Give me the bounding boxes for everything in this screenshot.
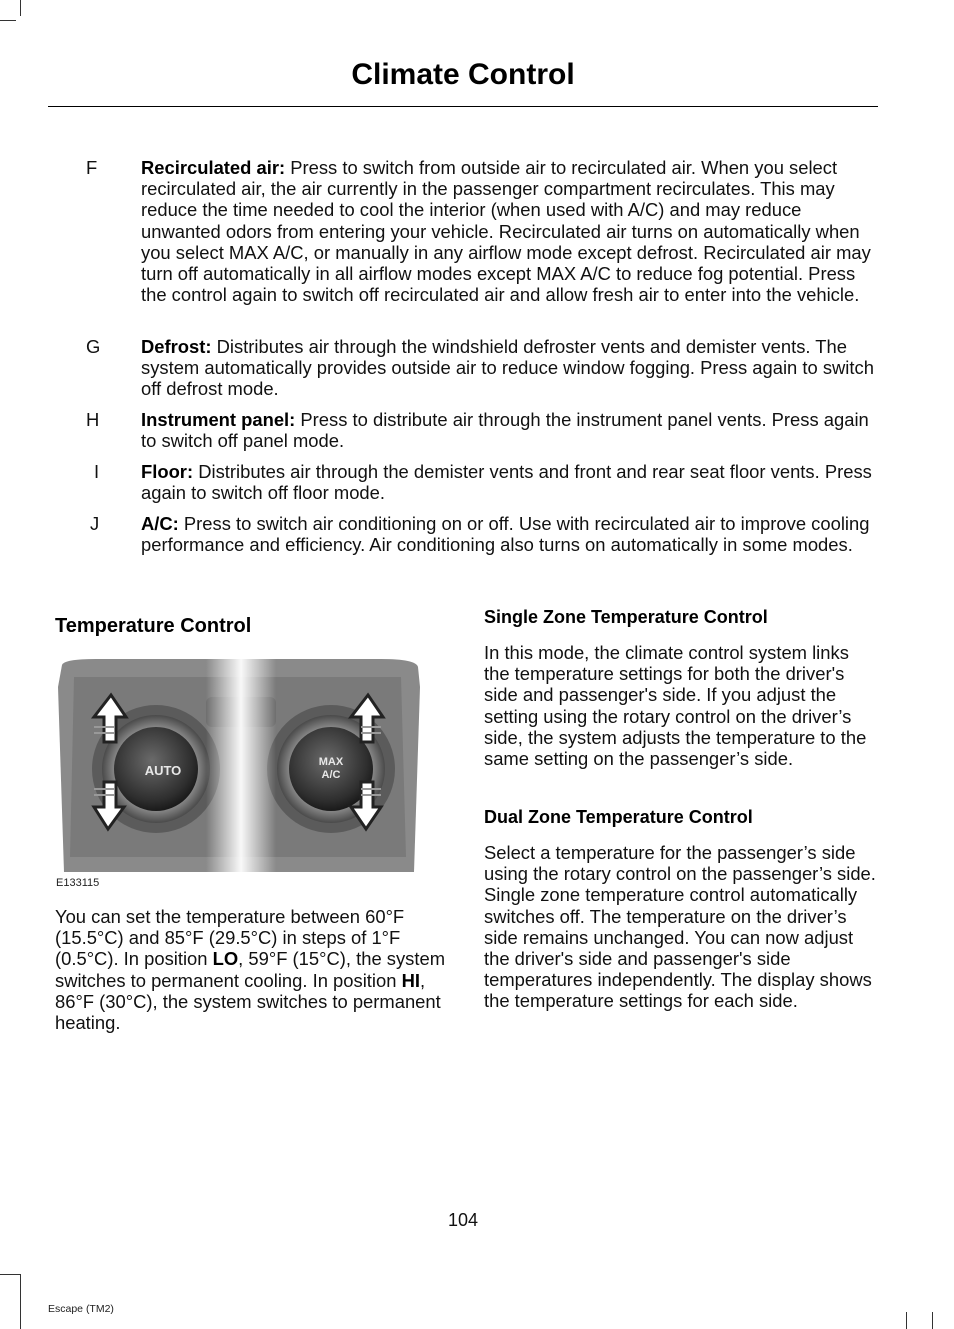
item-label: Defrost: [141, 336, 212, 357]
item-body: Press to distribute air through the instrument panel vents. Press again to switch off panel mode. [141, 409, 869, 452]
section-heading-temperature: Temperature Control [55, 615, 252, 637]
item-letter: G [86, 336, 101, 357]
climate-control-figure [56, 657, 421, 877]
item-text [141, 336, 876, 400]
item-letter: F [86, 157, 98, 178]
item-label: A/C: [141, 513, 179, 534]
dual-zone-paragraph: Select a temperature for the passenger’s side using the rotary control on the passenger’s side. Single zone temperature control automatically switches off. The temperature on the driver’s side remains unchanged. You can now adjust the driver's side and passenger's side temperatures independently. The display shows the temperature settings for each side. [484, 842, 876, 1012]
item-text [141, 513, 876, 555]
item-body: Distributes air through the windshield defroster vents and demister vents. The system automatically provides outside air to reduce window fogging. Press again to switch off defrost mode. [141, 336, 874, 400]
item-letter: I [94, 461, 100, 482]
page-number: 104 [447, 1210, 479, 1230]
temperature-text-c: , 86°F (30°C), the system switches to permanent heating. [55, 969, 441, 1034]
max-ac-button-label-1: MAX [318, 756, 344, 768]
item-text [141, 409, 876, 451]
temperature-hi: HI [401, 969, 420, 991]
max-ac-button-label-2: A/C [321, 769, 341, 781]
auto-button-label: AUTO [144, 763, 182, 778]
item-label: Floor: [141, 461, 194, 482]
crop-mark [20, 1274, 21, 1329]
item-body: Distributes air through the demister vents and front and rear seat floor vents. Press again to switch off floor mode. [141, 461, 872, 504]
crop-mark [0, 1274, 20, 1275]
temperature-paragraph [55, 906, 447, 1033]
crop-mark [0, 20, 16, 21]
item-body: Press to switch air conditioning on or off. Use with recirculated air to improve cooling performance and efficiency. Air conditioning also turns on automatically in some modes. [141, 513, 870, 556]
crop-mark [906, 1312, 907, 1329]
item-letter: H [86, 409, 100, 430]
crop-mark [932, 1312, 933, 1329]
item-text [141, 157, 876, 305]
item-text [141, 461, 876, 503]
item-body: Press to switch from outside air to recirculated air. When you select recirculated air, the air currently in the passenger compartment recirculates. This may reduce the time needed to cool the interior (when used with A/C) and may reduce unwanted odors from entering your vehicle. Recirculated air turns on automatically when you select MAX A/C, or manually in any airflow mode except defrost. Recirculated air may turn off automatically in all airflow modes except MAX A/C to reduce fog potential. Press the control again to switch off recirculated air and allow fresh air to enter into the vehicle. [141, 157, 871, 306]
section-heading-single-zone: Single Zone Temperature Control [484, 607, 768, 627]
item-label: Recirculated air: [141, 157, 286, 178]
page-title: Climate Control [351, 58, 575, 91]
footer-model: Escape (TM2) [48, 1303, 114, 1315]
single-zone-paragraph: In this mode, the climate control system links the temperature settings for both the driver's side and passenger's side. If you adjust the setting using the rotary control on the driver’s side, the system adjusts the temperature to the same setting on the passenger’s side. [484, 642, 867, 770]
temperature-text-a: You can set the temperature between 60°F (15.5°C) and 85°F (29.5°C) in steps of 1°F (0.5°C). In position [55, 906, 405, 970]
title-rule [48, 106, 878, 107]
temperature-lo: LO [212, 948, 239, 970]
temperature-text-b: , 59°F (15°C), the system switches to permanent cooling. In position [55, 948, 446, 991]
crop-mark [20, 0, 21, 16]
figure-id: E133115 [56, 877, 100, 889]
item-label: Instrument panel: [141, 409, 296, 430]
item-letter: J [90, 513, 100, 534]
section-heading-dual-zone: Dual Zone Temperature Control [484, 807, 753, 827]
climate-panel-illustration [56, 657, 421, 877]
